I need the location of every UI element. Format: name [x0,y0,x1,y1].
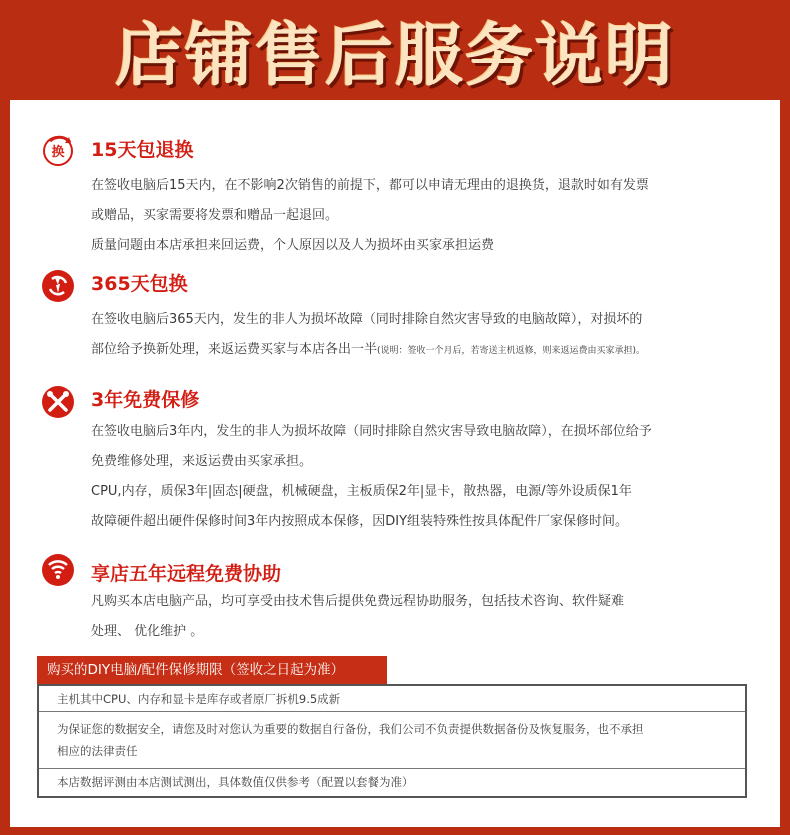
section-text: 故障硬件超出硬件保修时间3年内按照成本保修，因DIY组装特殊性按具体配件厂家保修时间。 [91,514,629,529]
service-panel [10,100,780,827]
section-text: 处理、 优化维护 。 [91,624,204,639]
table-cell: 本店数据评测由本店测试测出，具体数值仅供参考（配置以套餐为准） [57,775,414,789]
section-text: 凡购买本店电脑产品，均可享受由技术售后提供免费远程协助服务，包括技术咨询、软件疑难 [91,594,625,609]
remote-signal-icon [40,552,76,588]
section-title: 365天包换 [91,273,188,295]
section-text: CPU,内存，质保3年|固态|硬盘，机械硬盘，主板质保2年|显卡，散热器，电源/等外设质保1年 [91,484,632,499]
section-text: 在签收电脑后365天内，发生的非人为损坏故障（同时排除自然灾害导致的电脑故障），对损坏的 [91,312,643,327]
section-note: (说明：签收一个月后，若寄送主机返修，则来返运费由买家承担)。 [377,346,646,356]
section-text: 在签收电脑后3年内，发生的非人为损坏故障（同时排除自然灾害导致电脑故障），在损坏部位给予 [91,424,652,439]
page-title: 店铺售后服务说明 [114,16,675,96]
section-text: 或赠品，买家需要将发票和赠品一起退回。 [91,208,339,223]
tools-icon [40,384,76,420]
section-text-with-note [91,338,645,357]
section-text: 部位给予换新处理，来返运费买家与本店各出一半 [91,342,378,357]
section-title: 享店五年远程免费协助 [91,563,282,585]
exchange-icon [40,132,76,168]
section-text: 质量问题由本店承担来回运费，个人原因以及人为损坏由买家承担运费 [91,238,495,253]
table-row [39,712,745,769]
refresh-icon [40,268,76,304]
warranty-limits-header: 购买的DIY电脑/配件保修期限（签收之日起为准） [37,656,387,684]
table-row [39,686,745,712]
section-title: 3年免费保修 [91,389,200,411]
table-cell: 相应的法律责任 [57,744,138,758]
table-cell: 主机其中CPU、内存和显卡是库存或者原厂拆机9.5成新 [57,692,341,706]
warranty-limits-table [37,684,747,798]
table-cell: 为保证您的数据安全，请您及时对您认为重要的数据自行备份，我们公司不负责提供数据备份及恢复服务，也不承担 [57,722,644,736]
page-header [0,0,790,100]
svg-text:换: 换 [51,145,65,160]
section-text: 免费维修处理，来返运费由买家承担。 [91,454,313,469]
table-row [39,769,745,796]
section-text: 在签收电脑后15天内，在不影响2次销售的前提下，都可以申请无理由的退换货，退款时如有发票 [91,178,649,193]
section-title: 15天包退换 [91,139,194,161]
